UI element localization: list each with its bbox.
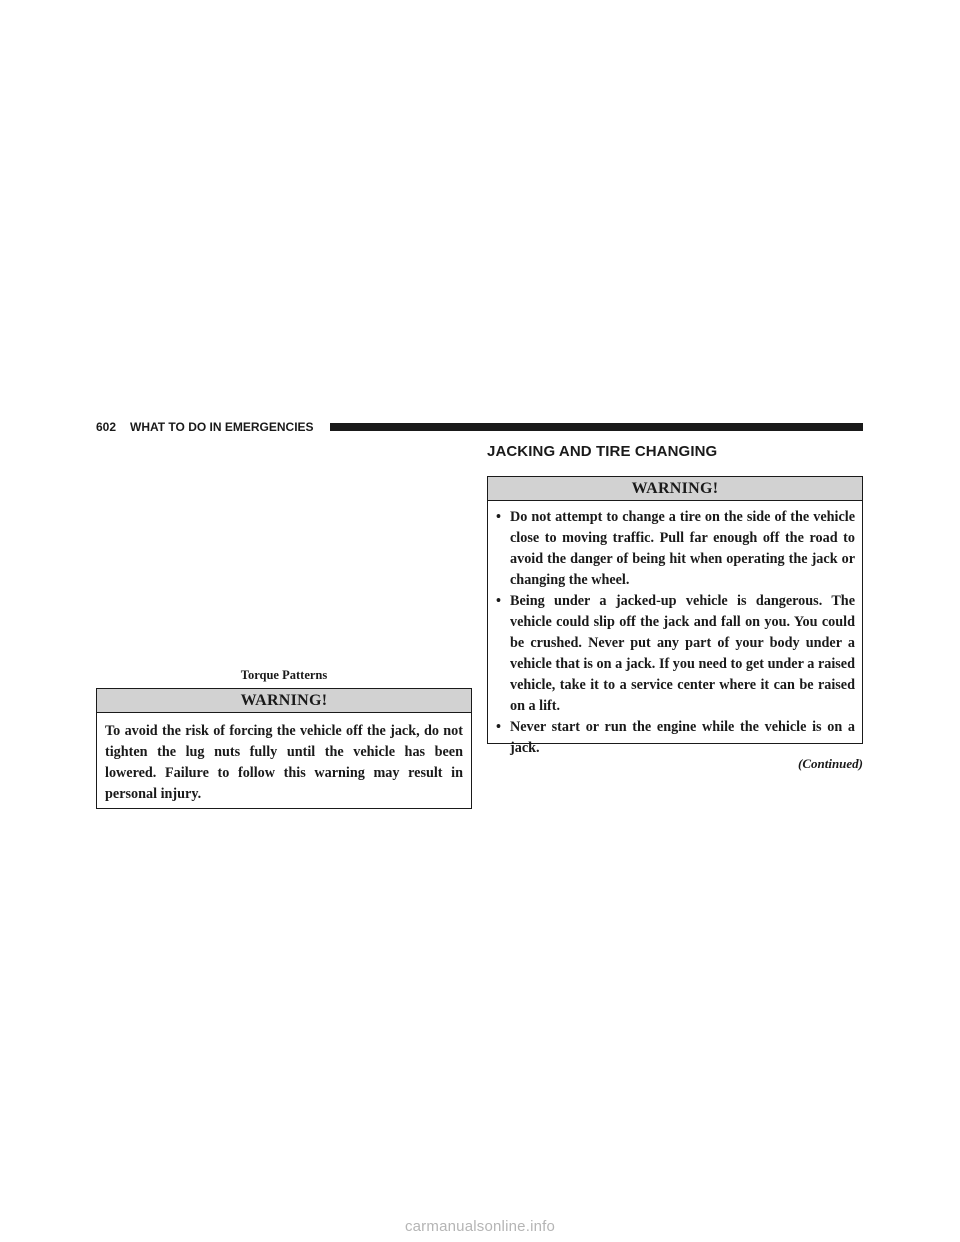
warning-list: [494, 507, 855, 759]
header-rule: [330, 423, 863, 431]
continued-note: (Continued): [797, 756, 863, 771]
list-item-text: Do not attempt to change a tire on the side of the vehicle close to moving traffic. Pull far enough off the road to avoid the danger of being hit when operating the jack or changing the wheel.: [510, 509, 855, 588]
page-header: [96, 419, 863, 435]
warning-text: To avoid the risk of forcing the vehicle off the jack, do not tighten the lug nuts fully until the vehicle has been lowered. Failure to follow this warning may result in personal injury.: [105, 723, 463, 802]
bullet-icon: •: [496, 719, 501, 735]
list-item-text: Being under a jacked-up vehicle is dangerous. The vehicle could slip off the jack and fall on you. You could be crushed. Never put any part of your body under a vehicle that is on a jack. If you need to get under a raised vehicle, take it to a service center where it can be raised on a lift.: [510, 593, 855, 714]
page-number: 602: [96, 420, 117, 434]
bullet-icon: •: [496, 593, 501, 609]
list-item: [494, 507, 855, 591]
warning-box-lug-nuts: [96, 688, 472, 809]
figure-caption: Torque Patterns: [240, 668, 328, 682]
warning-title: WARNING!: [488, 477, 862, 501]
warning-box-jacking: [487, 476, 863, 756]
list-item: [494, 717, 855, 759]
list-item: [494, 591, 855, 717]
list-item-text: Never start or run the engine while the vehicle is on a jack.: [510, 719, 855, 756]
chapter-title: WHAT TO DO IN EMERGENCIES: [130, 420, 314, 434]
bullet-icon: •: [496, 509, 501, 525]
warning-list-container: [488, 501, 862, 759]
warning-title: WARNING!: [97, 689, 471, 713]
section-heading: JACKING AND TIRE CHANGING: [487, 443, 718, 460]
watermark-text: carmanualsonline.info: [404, 1218, 556, 1235]
